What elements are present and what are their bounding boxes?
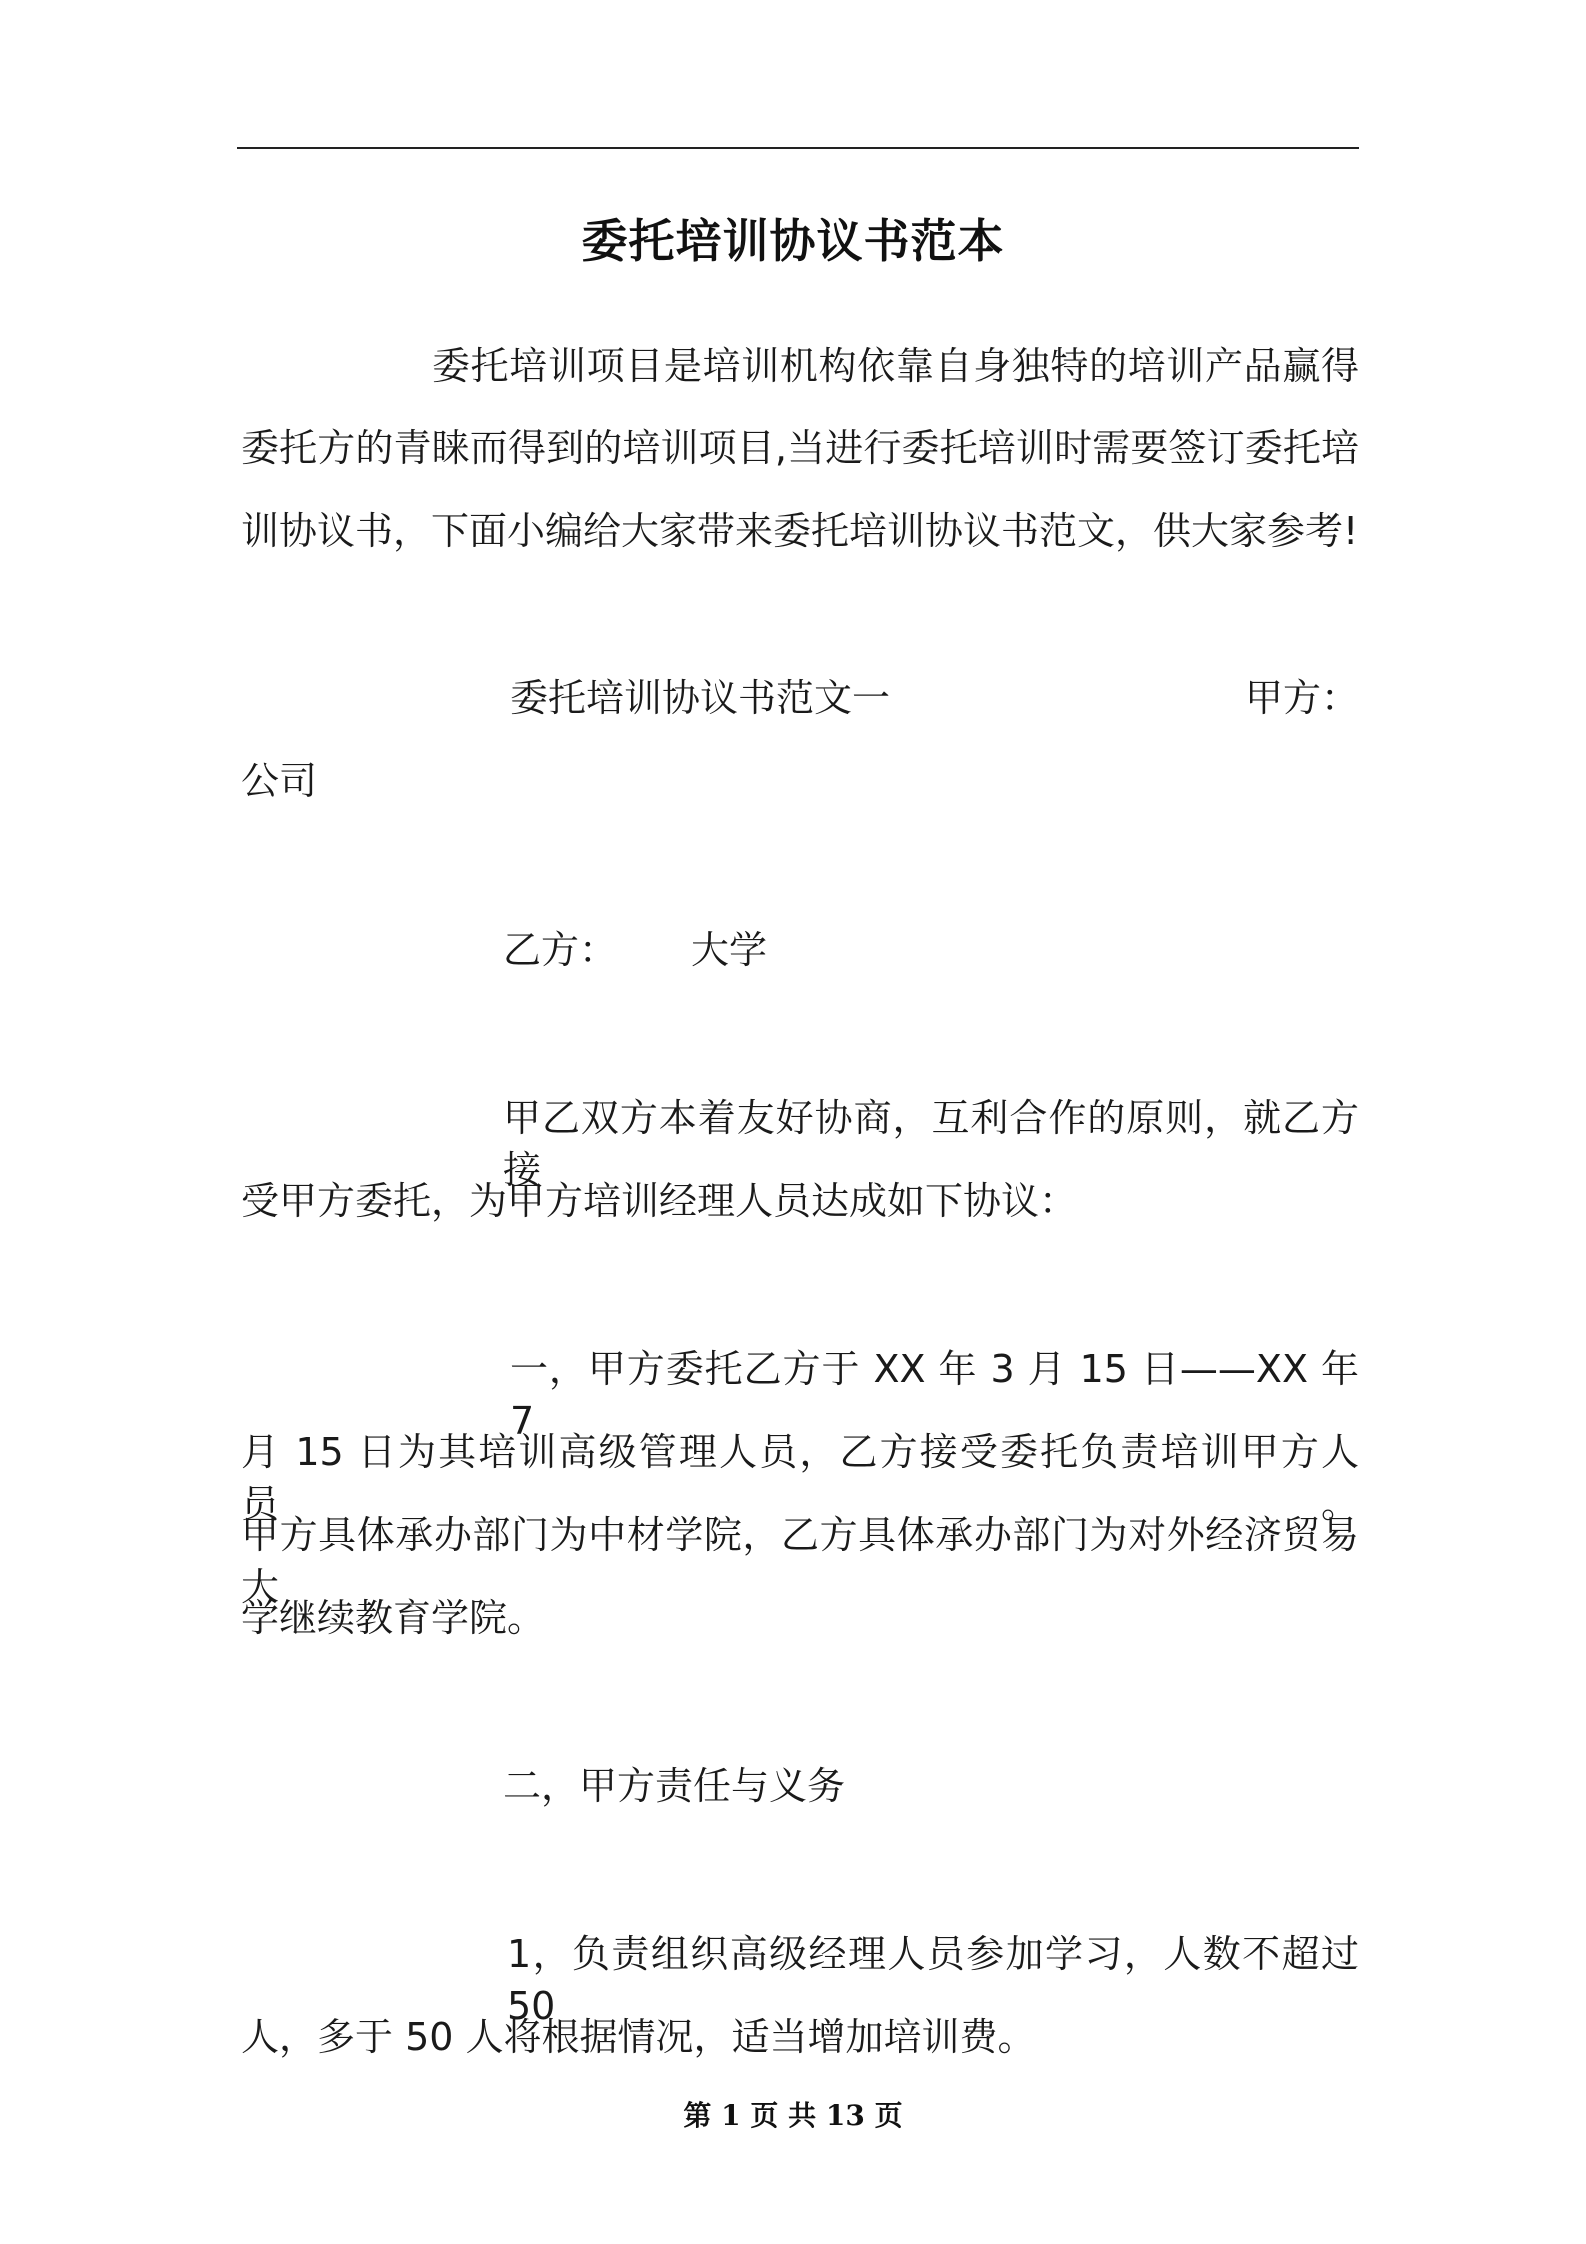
document-title: 委托培训协议书范本 xyxy=(581,214,1005,268)
page-number-footer: 第 1 页 共 13 页 xyxy=(683,2099,903,2132)
intro-line-3: 训协议书，下面小编给大家带来委托培训协议书范文，供大家参考! xyxy=(241,509,1359,553)
intro-line-2: 委托方的青睐而得到的培训项目,当进行委托培训时需要签订委托培 xyxy=(241,426,1359,470)
party-b-label: 乙方： xyxy=(503,928,618,972)
item1-line-1: 1，负责组织高级经理人员参加学习，人数不超过 50 xyxy=(507,1932,1359,2028)
preamble-line-1: 甲乙双方本着友好协商，互利合作的原则，就乙方接 xyxy=(503,1096,1359,1192)
preamble-line-2: 受甲方委托，为甲方培训经理人员达成如下协议： xyxy=(241,1179,1078,1223)
clause1-line-3: 甲方具体承办部门为中材学院，乙方具体承办部门为对外经济贸易大 xyxy=(241,1513,1359,1609)
party-b-value: 大学 xyxy=(691,928,768,972)
clause1-line-2: 月 15 日为其培训高级管理人员，乙方接受委托负责培训甲方人员。 xyxy=(241,1430,1359,1526)
clause2-heading: 二，甲方责任与义务 xyxy=(503,1764,846,1808)
section-heading: 委托培训协议书范文一 xyxy=(510,676,891,720)
party-a-value: 公司 xyxy=(241,759,318,803)
item1-line-2: 人，多于 50 人将根据情况，适当增加培训费。 xyxy=(241,2015,1036,2059)
header-rule xyxy=(237,147,1359,149)
clause1-line-4: 学继续教育学院。 xyxy=(241,1596,546,1640)
intro-line-1: 委托培训项目是培训机构依靠自身独特的培训产品赢得 xyxy=(432,344,1359,388)
clause1-line-1: 一，甲方委托乙方于 XX 年 3 月 15 日——XX 年 7 xyxy=(510,1347,1359,1443)
party-a-label: 甲方： xyxy=(1244,676,1359,720)
